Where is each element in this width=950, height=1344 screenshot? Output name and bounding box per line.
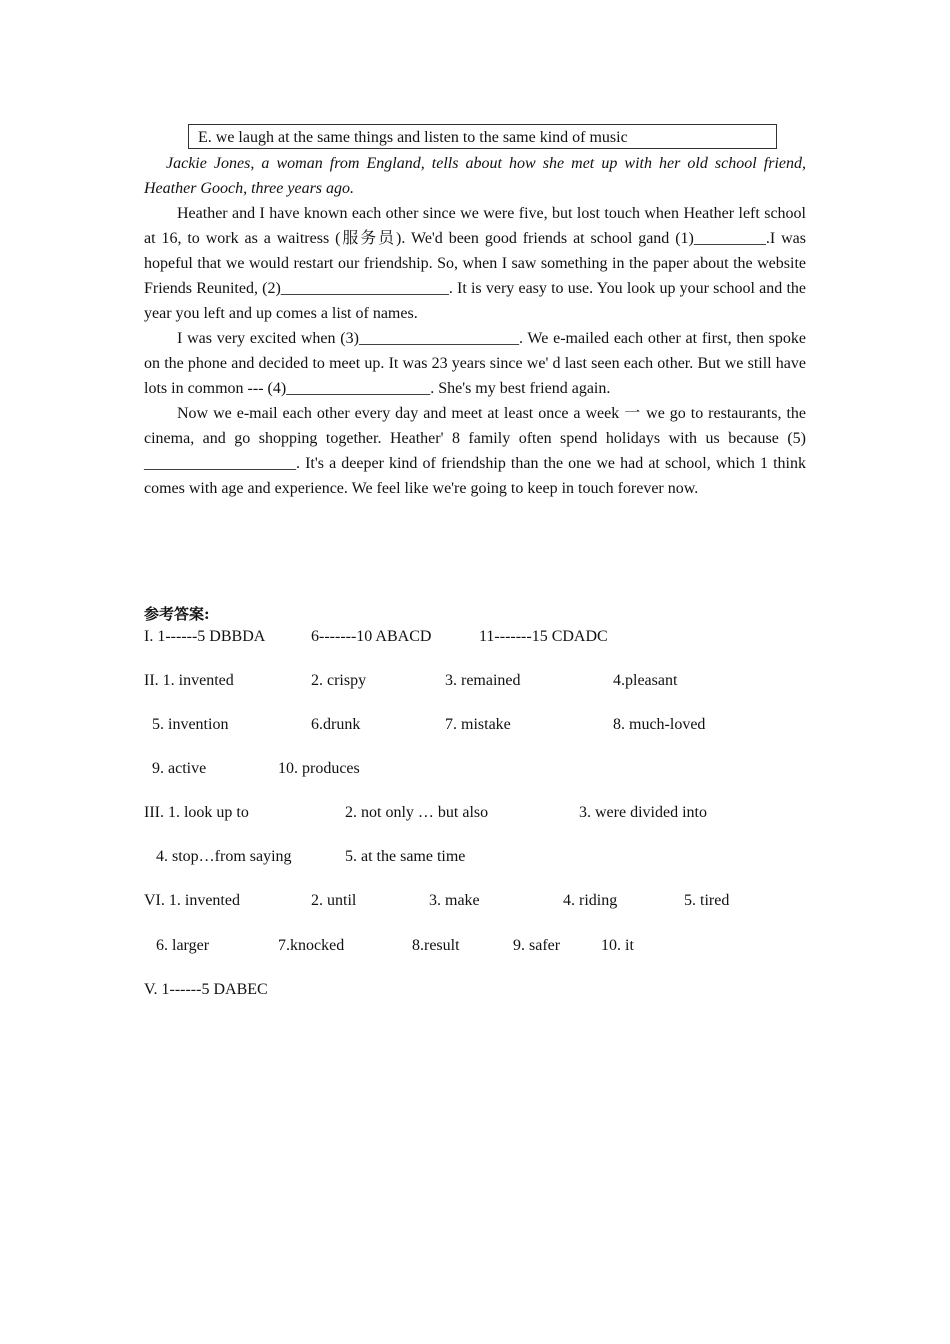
answer-cell: 6. larger xyxy=(156,937,210,954)
answer-cell: 5. at the same time xyxy=(345,848,466,865)
answer-cell: 8.result xyxy=(412,937,460,954)
passage-paragraph-2: I was very excited when (3)____________________. We e-mailed each other at first, then spoke on the phone and decided to meet up. It was 23 years since we' d last seen each other. But we still have lots in common --- (4)__________________. She's my best friend again. xyxy=(144,330,806,397)
answer-cell: 3. make xyxy=(429,892,480,909)
answer-cell: V. 1------5 DABEC xyxy=(144,981,268,998)
answer-cell: 3. were divided into xyxy=(579,804,707,821)
passage-paragraph-1: Heather and I have known each other since we were five, but lost touch when Heather left school at 16, to work as a waitress (服务员). We'd been good friends at school gand (1)_________.I was hopeful that we would restart our friendship. So, when I saw something in the paper about the website Friends Reunited, (2)_____________________. It is very easy to use. You look up your school and the year you left and up comes a list of names. xyxy=(144,205,806,322)
answer-cell: III. 1. look up to xyxy=(144,804,249,821)
answer-cell: VI. 1. invented xyxy=(144,892,240,909)
answer-cell: 9. safer xyxy=(513,937,561,954)
option-e-box: E. we laugh at the same things and listen to the same kind of music xyxy=(188,124,777,149)
answer-cell: 5. tired xyxy=(684,892,730,909)
passage-intro: Jackie Jones, a woman from England, tells about how she met up with her old school friend, Heather Gooch, three years ago. xyxy=(144,155,806,197)
answer-cell: II. 1. invented xyxy=(144,672,234,689)
answer-cell: 10. produces xyxy=(278,760,360,777)
answer-cell: 8. much-loved xyxy=(613,716,706,733)
answer-cell: 9. active xyxy=(152,760,207,777)
answer-cell: 2. not only … but also xyxy=(345,804,489,821)
answer-cell: 11-------15 CDADC xyxy=(479,628,608,645)
answer-cell: I. 1------5 DBBDA xyxy=(144,628,266,645)
answer-cell: 6.drunk xyxy=(311,716,361,733)
answer-cell: 7. mistake xyxy=(445,716,511,733)
answer-cell: 2. crispy xyxy=(311,672,367,689)
answer-cell: 6-------10 ABACD xyxy=(311,628,432,645)
answer-cell: 4. riding xyxy=(563,892,618,909)
answer-key-title: 参考答案: xyxy=(144,605,210,623)
answer-cell: 5. invention xyxy=(152,716,229,733)
answer-cell: 4.pleasant xyxy=(613,672,678,689)
answer-cell: 2. until xyxy=(311,892,357,909)
reading-passage xyxy=(144,151,806,501)
answer-cell: 3. remained xyxy=(445,672,521,689)
passage-paragraph-3: Now we e-mail each other every day and meet at least once a week 一 we go to restaurants, the cinema, and go shopping together. Heather' 8 family often spend holidays with us because (5) ___________________. It's a deeper kind of friendship than the one we had at school, which 1 think comes with age and experience. We feel like we're going to keep in touch forever now. xyxy=(144,405,806,497)
answer-cell: 7.knocked xyxy=(278,937,345,954)
answer-cell: 4. stop…from saying xyxy=(156,848,292,865)
answer-cell: 10. it xyxy=(601,937,634,954)
